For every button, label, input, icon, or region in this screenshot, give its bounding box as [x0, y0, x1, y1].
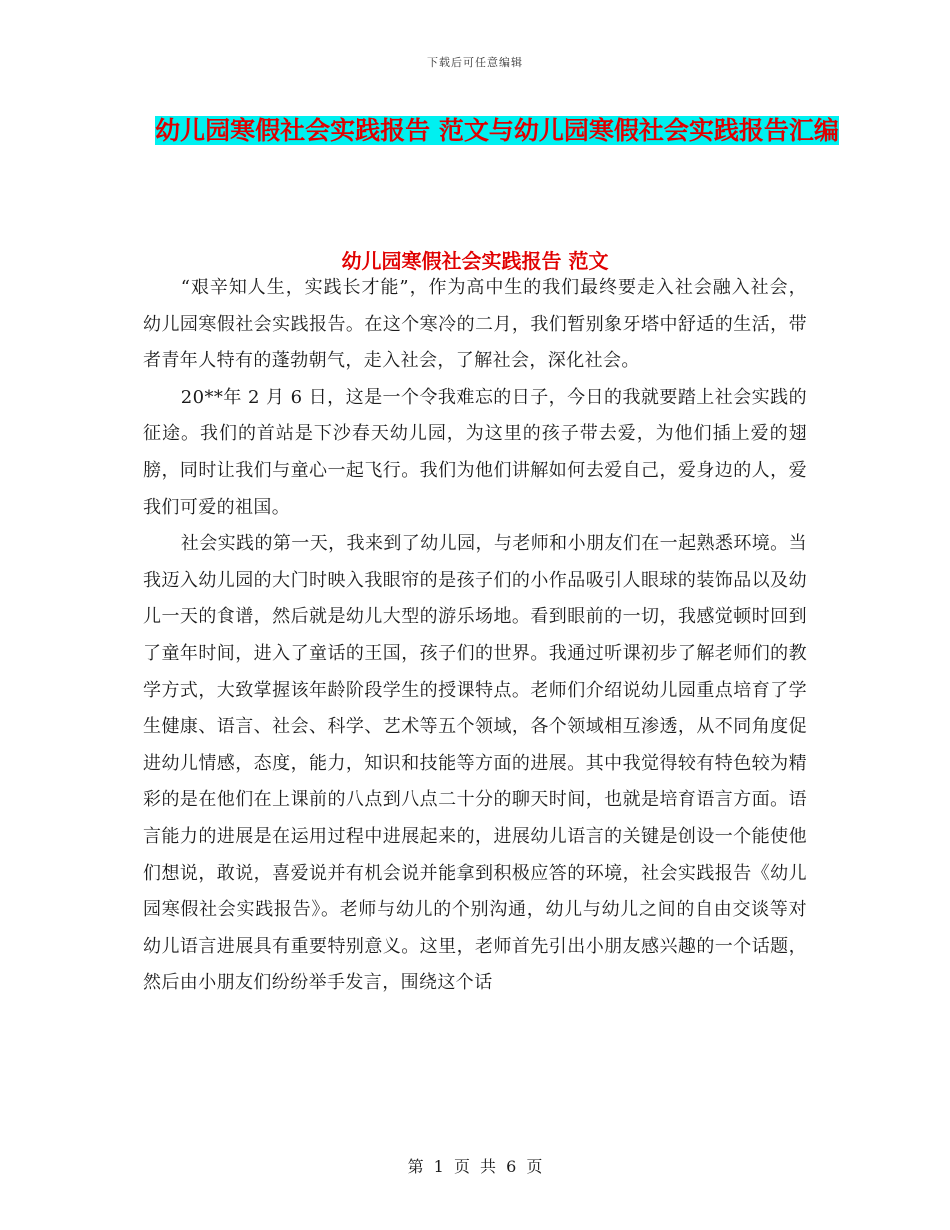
document-title-text: 幼儿园寒假社会实践报告 范文与幼儿园寒假社会实践报告汇编	[155, 116, 839, 145]
document-title	[140, 108, 854, 153]
section-title: 幼儿园寒假社会实践报告 范文	[341, 249, 609, 273]
paragraph: 20**年 2 月 6 日，这是一个令我难忘的日子，今日的我就要踏上社会实践的征途。我们的首站是下沙春天幼儿园，为这里的孩子带去爱，为他们插上爱的翅膀，同时让我们与童心一起飞行。我们为他们讲解如何去爱自己，爱身边的人，爱我们可爱的祖国。	[143, 386, 807, 518]
document-body	[143, 270, 807, 1002]
page-number-footer: 第 1 页 共 6 页	[407, 1157, 543, 1176]
paragraph: “艰辛知人生，实践长才能”，作为高中生的我们最终要走入社会融入社会，幼儿园寒假社会实践报告。在这个寒冷的二月，我们暂别象牙塔中舒适的生活，带者青年人特有的蓬勃朝气，走入社会，了解社会，深化社会。	[143, 277, 807, 372]
paragraph: 社会实践的第一天，我来到了幼儿园，与老师和小朋友们在一起熟悉环境。当我迈入幼儿园的大门时映入我眼帘的是孩子们的小作品吸引人眼球的装饰品以及幼儿一天的食谱，然后就是幼儿大型的游乐场地。看到眼前的一切，我感觉顿时回到了童年时间，进入了童话的王国，孩子们的世界。我通过听课初步了解老师们的教学方式，大致掌握该年龄阶段学生的授课特点。老师们介绍说幼儿园重点培育了学生健康、语言、社会、科学、艺术等五个领域，各个领域相互渗透，从不同角度促进幼儿情感，态度，能力，知识和技能等方面的进展。其中我觉得较有特色较为精彩的是在他们在上课前的八点到八点二十分的聊天时间，也就是培育语言方面。语言能力的进展是在运用过程中进展起来的，进展幼儿语言的关键是创设一个能使他们想说，敢说，喜爱说并有机会说并能拿到积极应答的环境，社会实践报告《幼儿园寒假社会实践报告》。老师与幼儿的个别沟通，幼儿与幼儿之间的自由交谈等对幼儿语言进展具有重要特别意义。这里，老师首先引出小朋友感兴趣的一个话题，然后由小朋友们纷纷举手发言，围绕这个话	[143, 533, 807, 994]
header-note: 下载后可任意编辑	[427, 56, 523, 69]
